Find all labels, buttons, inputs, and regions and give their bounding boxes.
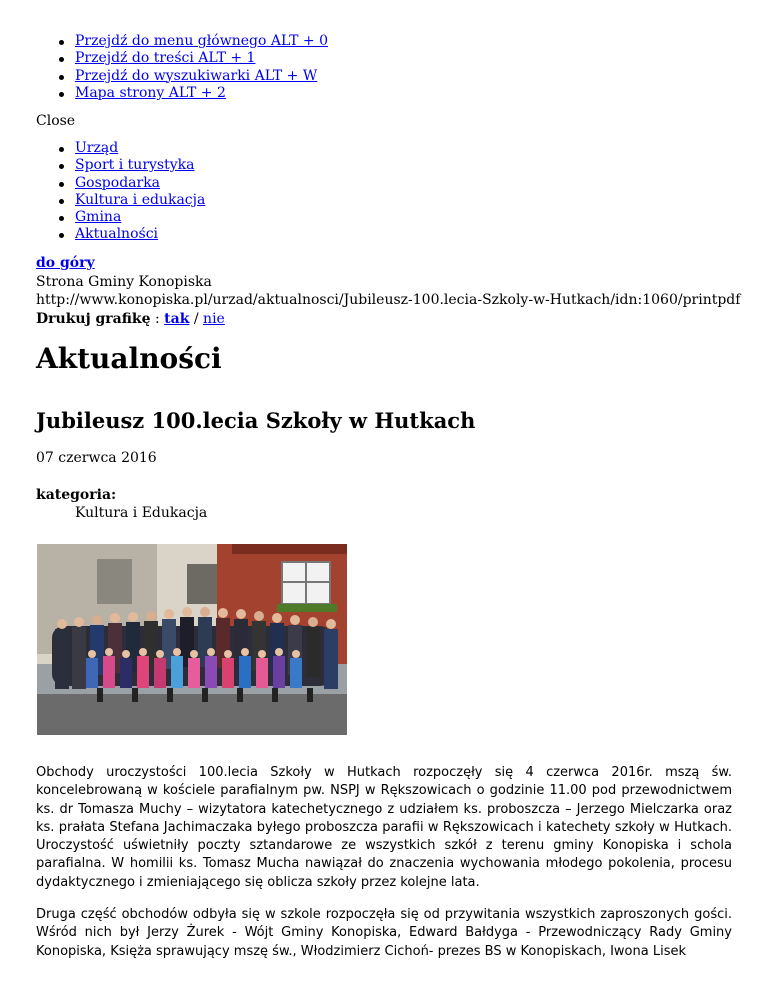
menu-link-urzad[interactable]: Urząd	[75, 140, 119, 156]
article-paragraph: Obchody uroczystości 100.lecia Szkoły w Hutkach rozpoczęły się 4 czerwca 2016r. mszą św. koncelebrowaną w kościele parafialnym pw. NSPJ w Rększowicach o godzinie 11.00 pod przewodnictwem ks. dr Tomasza Muchy – wizytatora katechetycznego z udziałem ks. proboszcza – Jerzego Mielczarka oraz ks. prałata Stefana Jachimaczaka byłego proboszcza parafii w Rększowicach i katechety szkoły w Hutkach. Uroczystość uświetniły poczty sztandarowe ze wszystkich szkół z terenu gminy Konopiska i schola parafialna. W homilii ks. Tomasz Mucha nawiązał do znaczenia wychowania młodego pokolenia, procesu dydaktycznego i zmieniającego się oblicza szkoły przez kolejne lata.	[36, 765, 732, 890]
menu-link-gmina[interactable]: Gmina	[75, 209, 122, 226]
category-value: Kultura i Edukacja	[75, 505, 208, 521]
back-to-top-link[interactable]: do góry	[36, 255, 95, 271]
skip-to-content-link[interactable]: Przejdź do treści ALT + 1	[75, 50, 256, 67]
article-photo	[37, 544, 347, 735]
menu-link-gospodarka[interactable]: Gospodarka	[75, 174, 161, 191]
menu-item	[75, 157, 205, 174]
separator: :	[155, 310, 160, 327]
sitemap-link[interactable]: Mapa strony ALT + 2	[75, 84, 226, 101]
section-title: Aktualności	[36, 342, 222, 375]
article-category	[36, 486, 207, 522]
article-date: 07 czerwca 2016	[36, 450, 157, 466]
print-info	[36, 254, 740, 328]
menu-item	[75, 140, 205, 157]
menu-link-sport[interactable]: Sport i turystyka	[75, 157, 195, 174]
main-menu	[0, 140, 205, 244]
skip-link-item	[75, 33, 328, 50]
print-graphics-no-link[interactable]: nie	[203, 310, 225, 327]
print-graphics-yes-link[interactable]: tak	[164, 310, 190, 327]
skip-links-list	[0, 33, 328, 102]
slash: /	[193, 310, 199, 327]
menu-item	[75, 175, 205, 192]
skip-to-search-link[interactable]: Przejdź do wyszukiwarki ALT + W	[75, 67, 318, 84]
article-title: Jubileusz 100.lecia Szkoły w Hutkach	[36, 408, 476, 433]
menu-link-kultura[interactable]: Kultura i edukacja	[75, 191, 206, 208]
skip-link-item	[75, 68, 328, 85]
close-label[interactable]: Close	[36, 113, 76, 129]
print-graphics-row	[36, 310, 740, 329]
menu-link-aktualnosci[interactable]: Aktualności	[75, 226, 159, 243]
menu-item	[75, 192, 205, 209]
page-url: http://www.konopiska.pl/urzad/aktualnosci/Jubileusz-100.lecia-Szkoly-w-Hutkach/idn:1060/printpdf	[36, 292, 741, 308]
skip-link-item	[75, 85, 328, 102]
skip-to-main-menu-link[interactable]: Przejdź do menu głównego ALT + 0	[75, 33, 328, 49]
skip-link-item	[75, 50, 328, 67]
menu-item	[75, 209, 205, 226]
print-graphics-label: Drukuj grafikę	[36, 310, 151, 327]
menu-item	[75, 226, 205, 243]
group-photo-image	[37, 544, 347, 735]
category-label: kategoria:	[36, 487, 117, 503]
site-name: Strona Gminy Konopiska	[36, 273, 212, 290]
article-paragraph: Druga część obchodów odbyła się w szkole rozpoczęła się od przywitania wszystkich zaproszonych gości. Wśród nich był Jerzy Żurek - Wójt Gminy Konopiska, Edward Bałdyga - Przewodniczący Rady Gminy Konopiska, Księża sprawujący mszę św., Włodzimierz Cichoń- prezes BS w Konopiskach, Iwona Lisek	[36, 907, 732, 959]
article-body	[36, 764, 732, 975]
